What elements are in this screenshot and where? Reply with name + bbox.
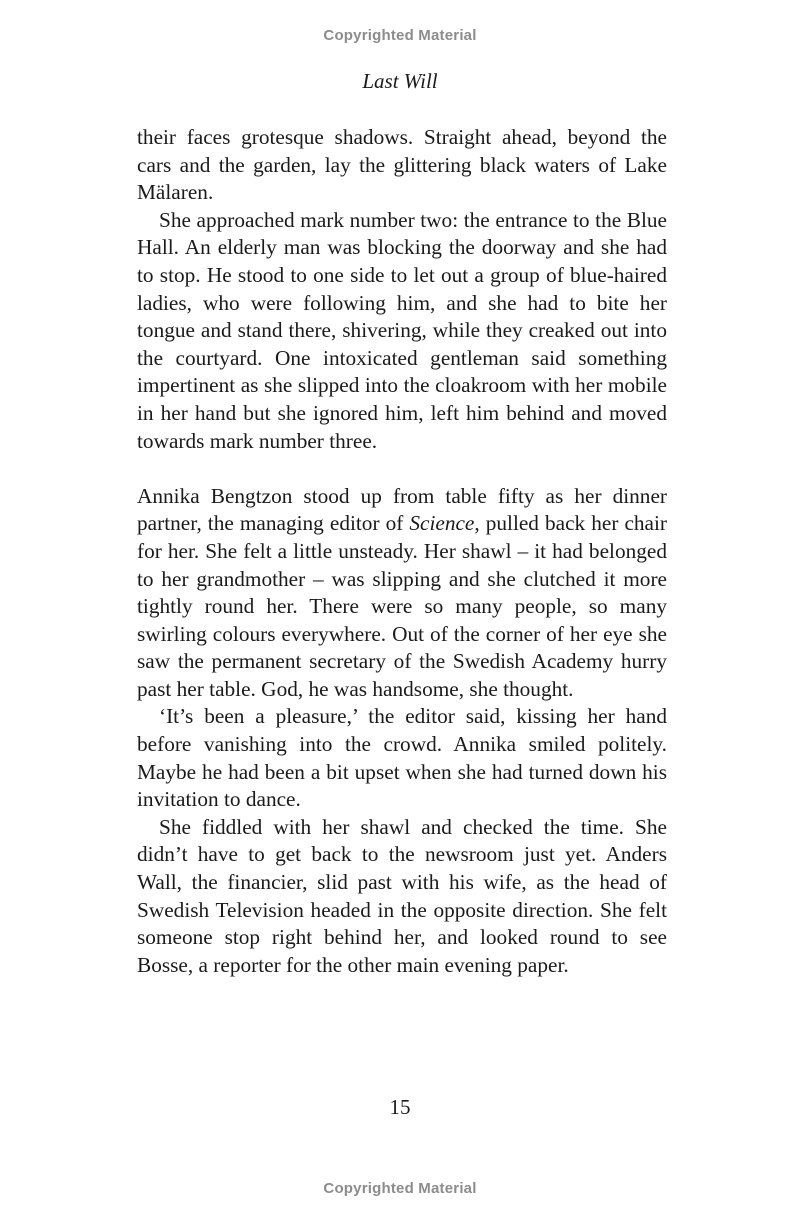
paragraph-3-rest: , pulled back her chair for her. She felt a little unsteady. Her shawl – it had belonged to her grandmother – was slipping and she clutched it more tightly round her. There were so many people, so many swirling colours everywhere. Out of the corner of her eye she saw the permanent secretary of the Swedish Academy hurry past her table. God, he was handsome, she thought. [137,511,668,701]
watermark-bottom: Copyrighted Material [323,1180,477,1197]
paragraph-2: She approached mark number two: the entrance to the Blue Hall. An elderly man was blocking the doorway and she had to stop. He stood to one side to let out a group of blue-haired ladies, who were following him, and she had to bite her tongue and stand there, shivering, while they creaked out into the courtyard. One intoxicated gentleman said something impertinent as she slipped into the cloakroom with her mobile in her hand but she ignored him, left him behind and moved towards mark number three. [137,207,667,453]
paragraph-3 [137,483,667,704]
paragraph-3-lead: Annika Bengtzon stood up from table fifty as her dinner partner, the managing editor of [137,483,667,536]
publication-title: Science [409,511,475,536]
running-head: Last Will [362,69,438,93]
watermark-top: Copyrighted Material [323,27,477,44]
paragraph-4: ‘It’s been a pleasure,’ the editor said, kissing her hand before vanishing into the crowd. Annika smiled politely. Maybe he had been a bit upset when she had turned down his invitation to dance. [137,704,667,812]
paragraph-1: their faces grotesque shadows. Straight ahead, beyond the cars and the garden, lay the glittering black waters of Lake Mälaren. [137,125,667,205]
page-number: 15 [389,1095,411,1119]
body-text [137,124,667,979]
paragraph-5: She fiddled with her shawl and checked the time. She didn’t have to get back to the newsroom just yet. Anders Wall, the financier, slid past with his wife, as the head of Swedish Television headed in the opposite direction. She felt someone stop right behind her, and looked round to see Bosse, a reporter for the other main evening paper. [137,814,667,977]
